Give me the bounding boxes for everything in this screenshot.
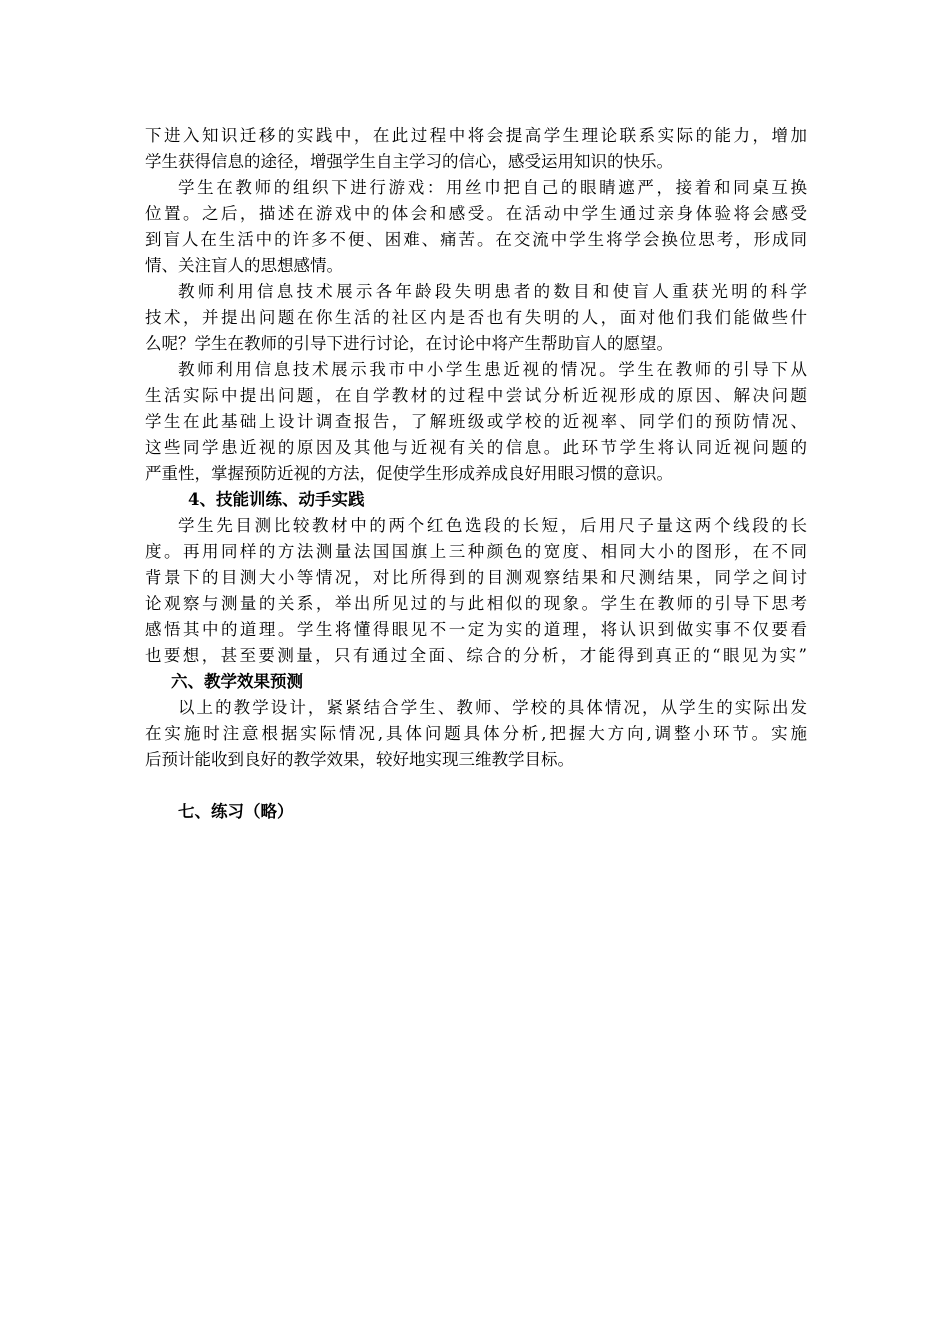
text-line: 以上的教学设计，紧紧结合学生、教师、学校的具体情况，从学生的实际出发 <box>178 698 807 717</box>
text-line: 么呢？学生在教师的引导下进行讨论，在讨论中将产生帮助盲人的愿望。 <box>145 334 673 353</box>
text-line: 论观察与测量的关系，举出所见过的与此相似的现象。学生在教师的引导下思考 <box>145 594 807 613</box>
text-line: 情、关注盲人的思想感情。 <box>145 256 343 275</box>
text-line: 这些同学患近视的原因及其他与近视有关的信息。此环节学生将认同近视问题的 <box>145 438 807 457</box>
text-line: 到盲人在生活中的许多不便、困难、痛苦。在交流中学生将学会换位思考，形成同 <box>145 230 807 249</box>
text-line: 背景下的目测大小等情况，对比所得到的目测观察结果和尺测结果，同学之间讨 <box>145 568 807 587</box>
text-line: 生活实际中提出问题，在自学教材的过程中尝试分析近视形成的原因、解决问题 <box>145 386 807 405</box>
text-line: 学生先目测比较教材中的两个红色选段的长短，后用尺子量这两个线段的长 <box>178 516 807 535</box>
text-line: 下进入知识迁移的实践中，在此过程中将会提高学生理论联系实际的能力，增加 <box>145 126 807 145</box>
text-line: 学生在此基础上设计调查报告，了解班级或学校的近视率、同学们的预防情况、 <box>145 412 807 431</box>
section-heading: 4、技能训练、动手实践 <box>188 490 365 509</box>
text-line: 也要想，甚至要测量，只有通过全面、综合的分析，才能得到真正的“眼见为实” <box>145 646 807 665</box>
text-line: 位置。之后，描述在游戏中的体会和感受。在活动中学生通过亲身体验将会感受 <box>145 204 807 223</box>
text-line: 严重性，掌握预防近视的方法，促使学生形成养成良好用眼习惯的意识。 <box>145 464 673 483</box>
text-line: 教师利用信息技术展示各年龄段失明患者的数目和使盲人重获光明的科学 <box>178 282 807 301</box>
text-line: 度。再用同样的方法测量法国国旗上三种颜色的宽度、相同大小的图形，在不同 <box>145 542 807 561</box>
text-line: 学生在教师的组织下进行游戏：用丝巾把自己的眼睛遮严，接着和同桌互换 <box>178 178 807 197</box>
text-line: 在实施时注意根据实际情况,具体问题具体分析,把握大方向,调整小环节。实施 <box>145 724 807 743</box>
section-heading: 六、教学效果预测 <box>171 672 303 691</box>
text-line: 后预计能收到良好的教学效果，较好地实现三维教学目标。 <box>145 750 574 769</box>
text-line: 学生获得信息的途径，增强学生自主学习的信心，感受运用知识的快乐。 <box>145 152 673 171</box>
section-heading: 七、练习（略） <box>178 802 294 821</box>
text-line: 教师利用信息技术展示我市中小学生患近视的情况。学生在教师的引导下从 <box>178 360 807 379</box>
text-line: 技术，并提出问题在你生活的社区内是否也有失明的人，面对他们我们能做些什 <box>145 308 807 327</box>
text-line: 感悟其中的道理。学生将懂得眼见不一定为实的道理，将认识到做实事不仅要看 <box>145 620 807 639</box>
